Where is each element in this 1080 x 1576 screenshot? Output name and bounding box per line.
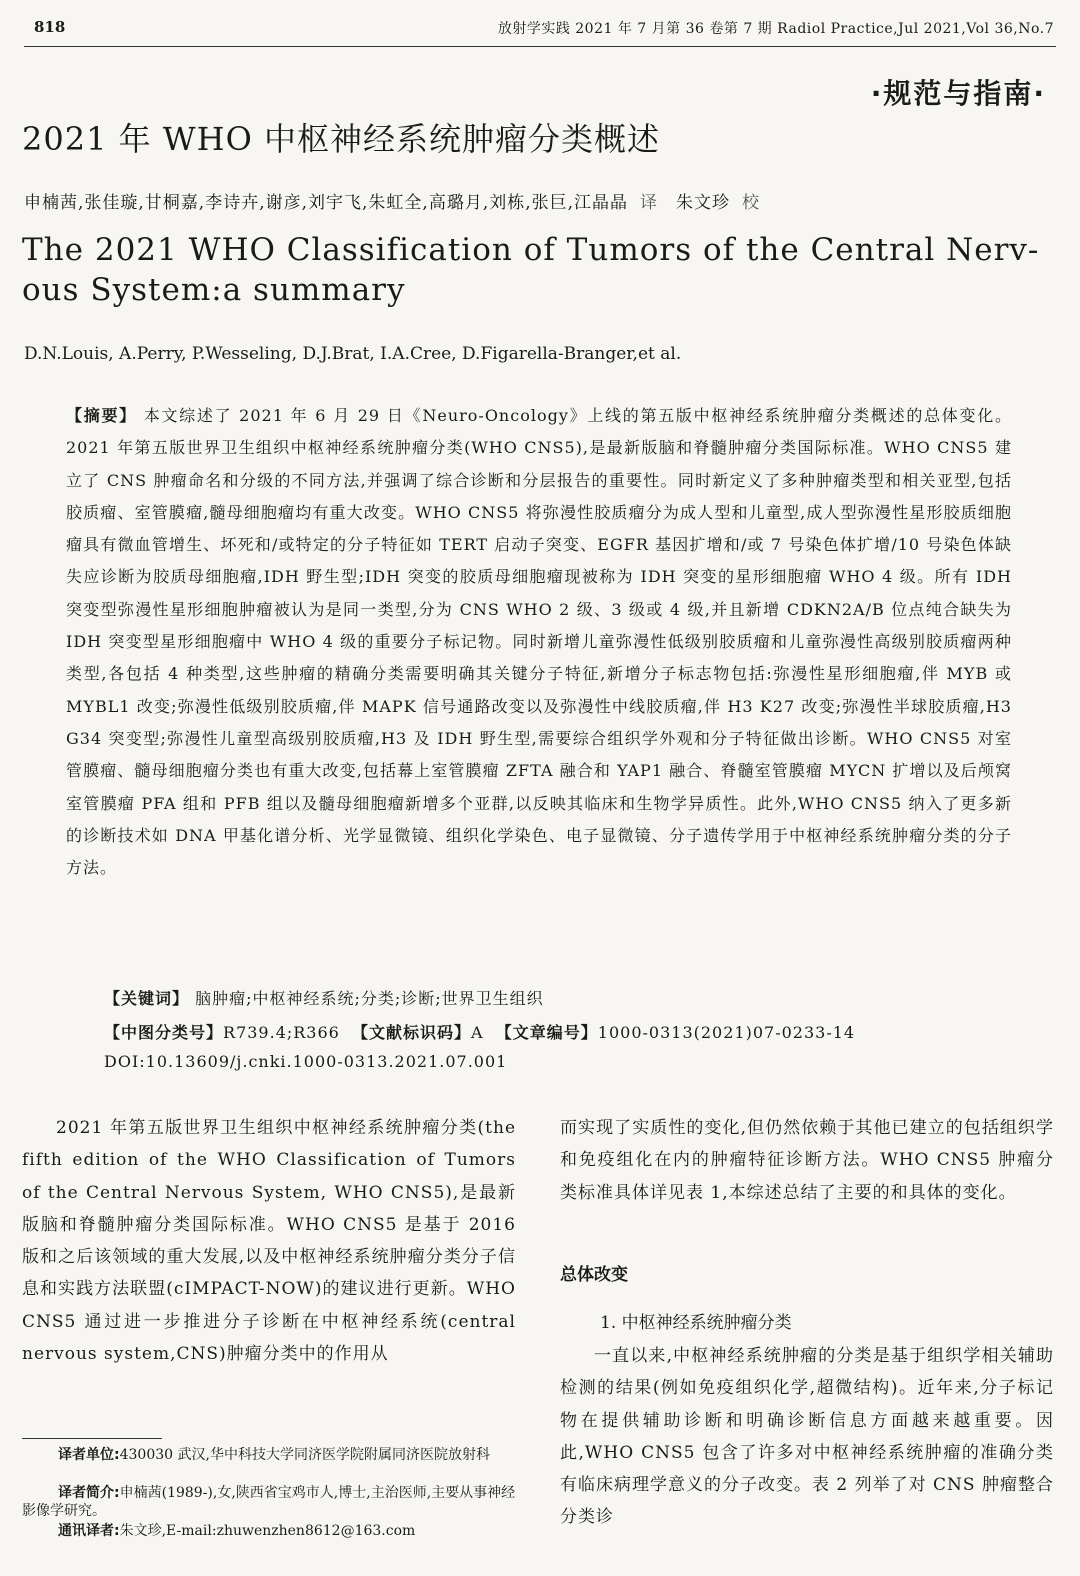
article-no-label: 【文章编号】: [495, 1023, 598, 1042]
translate-mark: 译: [640, 193, 659, 213]
footnote-affiliation: [22, 1446, 522, 1464]
section-heading: 总体改变: [560, 1265, 628, 1285]
doc-code-value: A: [471, 1023, 484, 1042]
article-title-english: The 2021 WHO Classification of Tumors of the Central Nerv-ous System:a summary: [22, 232, 1040, 308]
journal-header: 放射学实践 2021 年 7 月第 36 卷第 7 期 Radiol Practice,Jul 2021,Vol 36,No.7: [497, 21, 1054, 37]
original-authors: D.N.Louis, A.Perry, P.Wesseling, D.J.Brat, I.A.Cree, D.Figarella-Branger,et al.: [24, 344, 682, 364]
keywords: 脑肿瘤;中枢神经系统;分类;诊断;世界卫生组织: [195, 989, 544, 1008]
section-tag: ·规范与指南·: [870, 77, 1046, 110]
abstract-label: 【摘要】: [66, 406, 137, 425]
clc-value: R739.4;R366: [223, 1023, 340, 1042]
article-no-value: 1000-0313(2021)07-0233-14: [597, 1023, 856, 1042]
article-title-chinese: 2021 年 WHO 中枢神经系统肿瘤分类概述: [22, 120, 660, 158]
footnote-divider: [22, 1438, 162, 1439]
keywords-label: 【关键词】: [104, 989, 190, 1008]
affiliation-text: 430030 武汉,华中科技大学同济医学院附属同济医院放射科: [119, 1447, 490, 1463]
contact-text: 朱文珍,E-mail:zhuwenzhen8612@163.com: [119, 1523, 416, 1539]
keywords-line: [104, 986, 544, 1009]
doi: DOI:10.13609/j.cnki.1000-0313.2021.07.001: [104, 1052, 508, 1071]
bio-label: 译者简介:: [58, 1485, 120, 1501]
reviser-name: 朱文珍: [676, 193, 731, 213]
footnote-contact: [58, 1522, 528, 1540]
abstract-text: 本文综述了 2021 年 6 月 29 日《Neuro-Oncology》上线的第五版中枢神经系统肿瘤分类概述的总体变化。2021 年第五版世界卫生组织中枢神经系统肿瘤分类(WHO CNS5),是最新版脑和脊髓肿瘤分类国际标准。WHO CNS5 建立了 CNS 肿瘤命名和分级的不同方法,并强调了综合诊断和分层报告的重要性。同时新定义了多种肿瘤类型和相关亚型,包括胶质瘤、室管膜瘤,髓母细胞瘤均有重大改变。WHO CNS5 将弥漫性胶质瘤分为成人型和儿童型,成人型弥漫性星形胶质细胞瘤具有微血管增生、坏死和/或特定的分子特征如 TERT 启动子突变、EGFR 基因扩增和/或 7 号染色体扩增/10 号染色体缺失应诊断为胶质母细胞瘤,IDH 野生型;IDH 突变的胶质母细胞瘤现被称为 IDH 突变的星形细胞瘤 WHO 4 级。所有 IDH 突变型弥漫性星形细胞肿瘤被认为是同一类型,分为 CNS WHO 2 级、3 级或 4 级,并且新增 CDKN2A/B 位点纯合缺失为 IDH 突变型星形细胞瘤中 WHO 4 级的重要分子标记物。同时新增儿童弥漫性低级别胶质瘤和儿童弥漫性高级别胶质瘤两种类型,各包括 4 种类型,这些肿瘤的精确分类需要明确其关键分子特征,新增分子标志物包括:弥漫性星形细胞瘤,伴 MYB 或 MYBL1 改变;弥漫性低级别胶质瘤,伴 MAPK 信号通路改变以及弥漫性中线胶质瘤,伴 H3 K27 改变;弥漫性半球胶质瘤,H3 G34 突变型;弥漫性儿童型高级别胶质瘤,H3 及 IDH 野生型,需要综合组织学外观和分子特征做出诊断。WHO CNS5 对室管膜瘤、髓母细胞瘤分类也有重大改变,包括幕上室管膜瘤 ZFTA 融合和 YAP1 融合、脊髓室管膜瘤 MYCN 扩增以及后颅窝室管膜瘤 PFA 组和 PFB 组以及髓母细胞瘤新增多个亚群,以反映其临床和生物学异质性。此外,WHO CNS5 纳入了更多新的诊断技术如 DNA 甲基化谱分析、光学显微镜、组织化学染色、电子显微镜、分子遗传学用于中枢神经系统肿瘤分类的分子方法。: [66, 406, 1012, 878]
footnote-bio: [22, 1484, 522, 1520]
classification-line: [104, 1020, 855, 1043]
revise-mark: 校: [742, 193, 761, 213]
body-paragraph-left: 2021 年第五版世界卫生组织中枢神经系统肿瘤分类(the fifth edition of the WHO Classification of Tumors of the Central Nervous System, WHO CNS5),是最新版脑和脊髓肿瘤分类国际标准。WHO CNS5 是基于 2016 版和之后该领域的重大发展,以及中枢神经系统肿瘤分类分子信息和实践方法联盟(cIMPACT-NOW)的建议进行更新。WHO CNS5 通过进一步推进分子诊断在中枢神经系统(central nervous system,CNS)肿瘤分类中的作用从: [22, 1118, 516, 1365]
body-paragraph-right-1: 而实现了实质性的变化,但仍然依赖于其他已建立的包括组织学和免疫组化在内的肿瘤特征诊断方法。WHO CNS5 肿瘤分类标准具体详见表 1,本综述总结了主要的和具体的变化。: [560, 1118, 1054, 1203]
translator-names: 申楠茜,张佳璇,甘桐嘉,李诗卉,谢彦,刘宇飞,朱虹全,高璐月,刘栋,张巨,江晶晶: [24, 193, 629, 213]
header-divider: [24, 46, 1056, 47]
translator-line: [24, 188, 778, 213]
page-number: 818: [34, 18, 66, 36]
clc-label: 【中图分类号】: [104, 1023, 224, 1042]
subsection-heading: 1. 中枢神经系统肿瘤分类: [600, 1313, 792, 1333]
affiliation-label: 译者单位:: [58, 1447, 120, 1463]
doc-code-label: 【文献标识码】: [352, 1023, 472, 1042]
abstract: [66, 400, 1012, 884]
body-paragraph-right-2: 一直以来,中枢神经系统肿瘤的分类是基于组织学相关辅助检测的结果(例如免疫组织化学,超微结构)。近年来,分子标记物在提供辅助诊断和明确诊断信息方面越来越重要。因此,WHO CNS5 包含了许多对中枢神经系统肿瘤的准确分类有临床病理学意义的分子改变。表 2 列举了对 CNS 肿瘤整合分类诊: [560, 1346, 1054, 1528]
contact-label: 通讯译者:: [58, 1523, 120, 1539]
bio-text: 申楠茜(1989-),女,陕西省宝鸡市人,博士,主治医师,主要从事神经影像学研究。: [22, 1485, 516, 1519]
